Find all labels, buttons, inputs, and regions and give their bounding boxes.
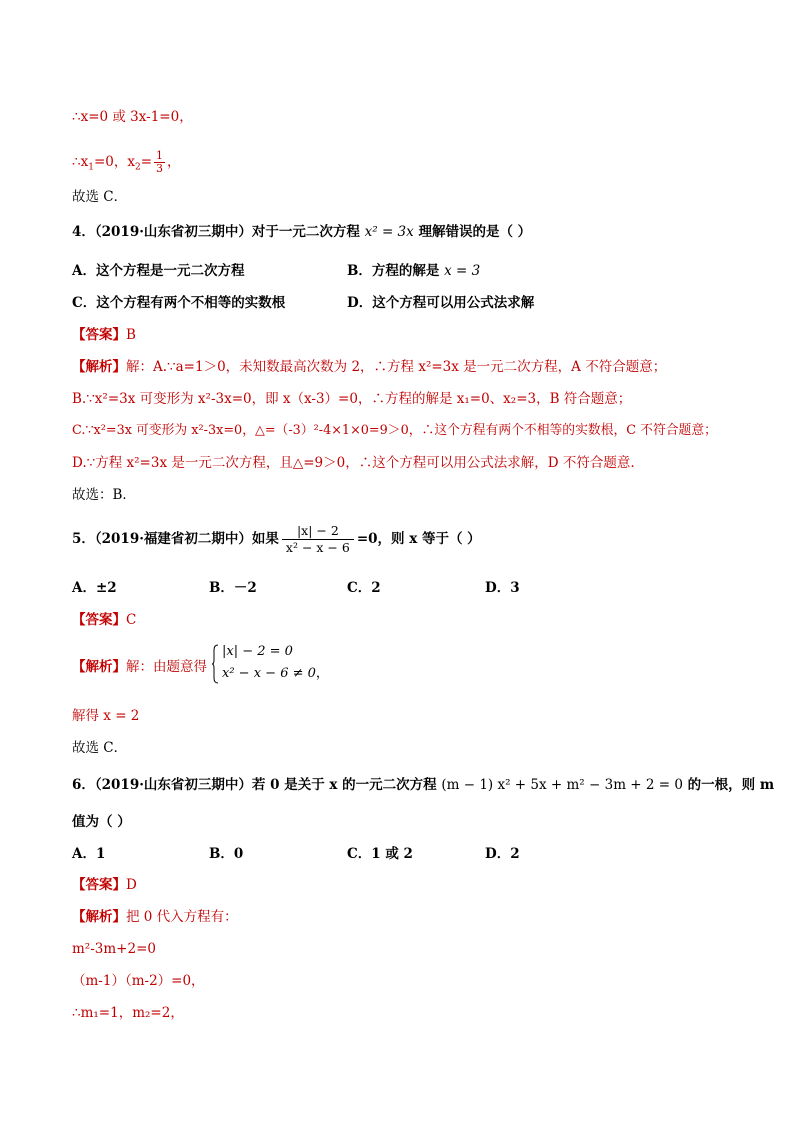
q4-choose: 故选：B． [72, 487, 136, 503]
q5-fraction-den: x² − x − 6 [285, 540, 350, 555]
q4-option-d: D．这个方程可以用公式法求解 [347, 295, 535, 311]
q5-stem-text: 5．（2019·福建省初二期中）如果 [72, 531, 279, 547]
q6-option-a: A．1 [72, 846, 106, 862]
q4-stem-end: 理解错误的是（ ） [418, 224, 532, 240]
q5-answer-tag: 【答案】 [72, 612, 126, 628]
q6-step-1: m²-3m+2=0 [72, 941, 156, 957]
q6-step-2: （m-1）（m-2）=0， [72, 973, 205, 989]
q6-stem-end: 的一根，则 m [687, 777, 775, 793]
q6-answer-tag: 【答案】 [72, 877, 126, 893]
q5-choose: 故选 C． [72, 740, 128, 756]
q3-fraction [154, 150, 165, 175]
q3-fraction-num: 1 [156, 149, 163, 162]
q3-roots-text-b: =0，x [93, 154, 135, 170]
q4-option-b-math: x = 3 [444, 263, 481, 279]
q3-step-line: ∴x=0 或 3x-1=0， [72, 109, 193, 125]
q6-step-3: ∴m₁=1，m₂=2， [72, 1005, 184, 1021]
q5-solve: 解得 x = 2 [72, 708, 140, 724]
q4-analysis-line-2: B.∵x²=3x 可变形为 x²-3x=0，即 x（x-3）=0，∴方程的解是 x₁=0、x₂=3，B 符合题意； [72, 391, 632, 407]
q5-analysis-tag: 【解析】 [72, 659, 126, 675]
q5-answer: C [126, 612, 137, 628]
q4-stem [72, 223, 531, 241]
q6-analysis-text: 把 0 代入方程有： [126, 909, 238, 925]
q5-system-eq-2 [222, 666, 329, 682]
q6-stem-math: (m − 1) x² + 5x + m² − 3m + 2 = 0 [441, 777, 683, 793]
q4-option-b [347, 262, 480, 280]
q3-roots-text-c: = [140, 154, 152, 170]
q6-analysis-line [72, 908, 238, 926]
q5-stem-end: =0，则 x 等于（ ） [356, 531, 481, 547]
q5-option-c: C．2 [347, 580, 381, 596]
q3-fraction-den: 3 [156, 162, 163, 175]
q5-system-eq-2-text: x² − x − 6 ≠ 0 [222, 666, 316, 681]
q4-analysis-1: 解：A.∵a=1＞0，未知数最高次数为 2，∴方程 x²=3x 是一元二次方程，A 不符合题意； [126, 359, 667, 375]
q4-answer-tag: 【答案】 [72, 327, 126, 343]
q5-fraction-num: |x| − 2 [282, 523, 354, 540]
q4-option-b-label: B．方程的解是 [347, 263, 440, 279]
q5-analysis-text: 解：由题意得 [126, 659, 207, 675]
q3-roots-end: ， [167, 154, 181, 170]
q4-stem-text: 4．（2019·山东省初三期中）对于一元二次方程 [72, 224, 360, 240]
q6-option-c: C．1 或 2 [347, 846, 413, 862]
q6-stem-text: 6．（2019·山东省初三期中）若 0 是关于 x 的一元二次方程 [72, 777, 437, 793]
q6-option-b: B．0 [209, 846, 244, 862]
q3-roots-text-a: ∴x [72, 154, 89, 170]
q5-option-a: A．±2 [72, 580, 117, 596]
q4-option-a: A．这个方程是一元二次方程 [72, 263, 245, 279]
q3-choose: 故选 C． [72, 189, 128, 205]
q5-analysis-line [72, 658, 207, 676]
q4-analysis-line-1 [72, 358, 666, 376]
q5-stem [72, 521, 481, 557]
q5-answer-line [72, 611, 136, 629]
q6-answer: D [126, 877, 137, 893]
q5-option-d: D．3 [485, 580, 520, 596]
q4-answer-line [72, 326, 136, 344]
q4-analysis-tag: 【解析】 [72, 359, 126, 375]
q5-system-end: ， [315, 666, 329, 681]
q5-fraction [282, 523, 354, 556]
q5-option-b: B．－2 [209, 580, 257, 596]
q6-stem-line-2: 值为（ ） [72, 814, 131, 830]
q6-stem [72, 776, 774, 794]
q4-analysis-line-4: D.∵方程 x²=3x 是一元二次方程，且△=9＞0，∴这个方程可以用公式法求解，D 不符合题意. [72, 455, 635, 471]
q6-answer-line [72, 876, 137, 894]
q4-option-c: C．这个方程有两个不相等的实数根 [72, 295, 286, 311]
q5-system-eq-1: |x| − 2 = 0 [222, 644, 293, 659]
q4-stem-math: x² = 3x [364, 224, 414, 240]
q4-analysis-line-3: C.∵x²=3x 可变形为 x²-3x=0，△=（-3）²-4×1×0=9＞0，∴这个方程有两个不相等的实数根，C 不符合题意； [72, 423, 717, 438]
q6-option-d: D．2 [485, 846, 520, 862]
q4-answer: B [126, 327, 136, 343]
q6-analysis-tag: 【解析】 [72, 909, 126, 925]
brace-icon [212, 644, 218, 684]
q3-roots-line: $\therefore x_1=0$，$x_2=$ $\frac{1}{3}$ ， [72, 149, 181, 175]
